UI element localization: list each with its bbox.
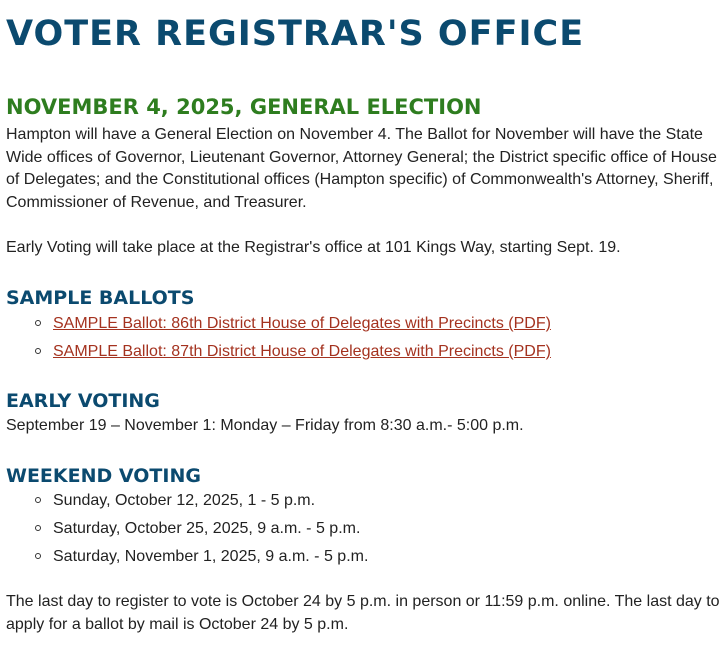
early-voting-location-text: Early Voting will take place at the Registrar's office at 101 Kings Way, starting Sept. 19. [6, 239, 621, 256]
sample-ballots-list [6, 310, 551, 366]
weekend-date-text: Sunday, October 12, 2025, 1 - 5 p.m. [53, 492, 316, 509]
list-item [6, 338, 551, 366]
sample-ballot-87th-link[interactable]: SAMPLE Ballot: 87th District House of Delegates with Precincts (PDF) [53, 343, 551, 360]
sample-ballot-86th-link[interactable]: SAMPLE Ballot: 86th District House of Delegates with Precincts (PDF) [53, 315, 551, 332]
list-item [6, 543, 368, 571]
list-item [6, 515, 368, 543]
list-item [6, 487, 368, 515]
weekend-date-text: Saturday, November 1, 2025, 9 a.m. - 5 p.m. [53, 548, 369, 565]
circle-bullet-icon [35, 553, 41, 559]
early-voting-heading: EARLY VOTING [6, 390, 160, 412]
list-item [6, 310, 551, 338]
circle-bullet-icon [35, 497, 41, 503]
election-heading: NOVEMBER 4, 2025, GENERAL ELECTION [6, 95, 482, 119]
registration-deadline-text: The last day to register to vote is October 24 by 5 p.m. in person or 11:59 p.m. online. The last day to apply for a ballot by mail is October 24 by 5 p.m. [6, 593, 720, 633]
weekend-voting-list [6, 487, 368, 571]
circle-bullet-icon [35, 348, 41, 354]
weekend-voting-heading: WEEKEND VOTING [6, 465, 201, 487]
circle-bullet-icon [35, 320, 41, 326]
weekend-date-text: Saturday, October 25, 2025, 9 a.m. - 5 p.m. [53, 520, 361, 537]
early-voting-hours-text: September 19 – November 1: Monday – Friday from 8:30 a.m.- 5:00 p.m. [6, 417, 524, 434]
election-intro-text: Hampton will have a General Election on November 4. The Ballot for November will have the State Wide offices of Governor, Lieutenant Governor, Attorney General; the District specific office of House of Delegates; and the Constitutional offices (Hampton specific) of Commonwealth's Attorney, Sheriff, Commissioner of Revenue, and Treasurer. [6, 126, 717, 211]
sample-ballots-heading: SAMPLE BALLOTS [6, 287, 195, 309]
circle-bullet-icon [35, 525, 41, 531]
page-title: VOTER REGISTRAR'S OFFICE [6, 14, 585, 54]
